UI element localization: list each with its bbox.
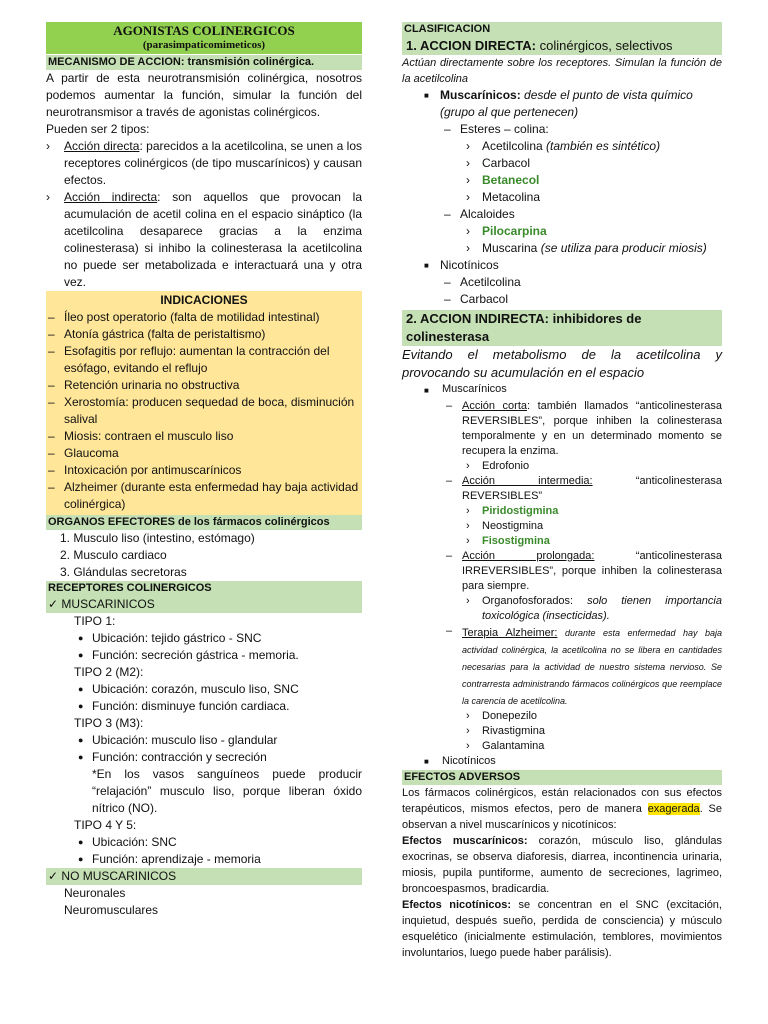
arrow-icon: › [466, 139, 470, 153]
dash-icon: – [48, 446, 55, 460]
list-item: › Galantamina [466, 740, 545, 752]
list-item: ● Ubicación: musculo liso - glandular [78, 733, 278, 747]
dash-icon: – [444, 122, 451, 136]
list-item: ● Función: aprendizaje - memoria [78, 852, 261, 866]
page-title: AGONISTAS COLINERGICOS [113, 23, 295, 38]
accion-indirecta-header: 2. ACCION INDIRECTA: inhibidores de colinesterasa [402, 310, 722, 346]
tipo3-note: *En los vasos sanguíneos puede producir “relajación” musculo liso, porque liberan óxido nítrico (NO). [92, 767, 362, 815]
mecanismo-header: MECANISMO DE ACCION: transmisión colinérgica. [46, 55, 362, 70]
list-item: ● Función: contracción y secreción [78, 750, 267, 764]
dash-icon: – [446, 550, 453, 562]
right-column [402, 22, 722, 961]
left-column [46, 22, 362, 919]
esteres-item: – Esteres – colina: [444, 122, 549, 136]
bullet-icon: ● [78, 684, 84, 694]
accion-prolongada: – Acción prolongada: “anticolinesterasa IRREVERSIBLES”, porque inhiben la colinesterasa para siempre. [446, 550, 722, 592]
indicacion-item: – Glaucoma [48, 446, 119, 460]
no-muscarinicos-list [46, 885, 362, 919]
adversos-paragraph: Los fármacos colinérgicos, están relacionados con sus efectos terapéuticos, mismos efectos, pero de manera exagerada. Se observan a nivel muscarínicos y nicotínicos: [402, 787, 722, 831]
tipo2-title: TIPO 2 (M2): [74, 665, 144, 679]
list-item: ● Ubicación: corazón, musculo liso, SNC [78, 682, 299, 696]
nicotinicos-item: ■ Nicotínicos [424, 258, 499, 272]
tipo-directa: › Acción directa: parecidos a la acetilcolina, se unen a los receptores colinérgicos (de tipo muscarínicos) y causan efectos. [46, 139, 363, 187]
arrow-icon: › [466, 460, 470, 472]
arrow-icon: › [46, 139, 50, 153]
dash-icon: – [444, 275, 451, 289]
dash-icon: – [48, 463, 55, 477]
terapia-alzheimer: – Terapia Alzheimer: durante esta enfermedad hay baja actividad colinérgica, la acetilcolina no se libera en cantidades necesarias para la actividad de nuestro sistema nervioso. Se contrarresta administrando fármacos colinérgicos que reemplace la carencia de acetilcolina. [402, 624, 722, 709]
bullet-icon: ● [78, 854, 84, 864]
arrow-icon: › [46, 190, 50, 204]
list-item: 1. Musculo liso (intestino, estómago) [60, 531, 255, 545]
bullet-icon: ● [78, 837, 84, 847]
dash-icon: – [446, 475, 453, 487]
tipo1-block [46, 613, 362, 868]
muscarinicos-item: ■ Muscarínicos: desde el punto de vista químico (grupo al que pertenecen) [424, 88, 693, 119]
organos-list [46, 530, 362, 581]
indirecta-description: Evitando el metabolismo de la acetilcolina y provocando su acumulación en el espacio [402, 347, 722, 380]
nicotinicos-item-2: ■ Nicotínicos [424, 755, 496, 767]
indicacion-item: – Retención urinaria no obstructiva [48, 378, 240, 392]
highlighted-word: exagerada [647, 803, 700, 815]
arrow-icon: › [466, 520, 470, 532]
list-item: Neuronales [64, 886, 126, 900]
indicaciones-list [48, 309, 360, 513]
alcaloides-list [402, 223, 722, 257]
indicacion-item: – Íleo post operatorio (falta de motilidad intestinal) [48, 310, 320, 324]
arrow-icon: › [466, 505, 470, 517]
tipo1-title: TIPO 1: [74, 614, 116, 628]
intro-paragraph: A partir de esta neurotransmisión colinérgica, nosotros podemos aumentar la función, simular la función del neurotransmisor a través de agonistas colinérgicos. [46, 71, 362, 119]
dash-icon: – [48, 429, 55, 443]
muscarinicos-item-2: ■ Muscarínicos [402, 382, 722, 399]
organos-header: ORGANOS EFECTORES de los fármacos colinérgicos [46, 515, 362, 530]
efectos-adversos-header: EFECTOS ADVERSOS [402, 770, 722, 785]
alcaloides-item: – Alcaloides [444, 207, 515, 221]
accion-intermedia: – Acción intermedia: “anticolinesterasa REVERSIBLES” [446, 475, 722, 502]
list-item: ● Función: secreción gástrica - memoria. [78, 648, 299, 662]
dash-icon: – [446, 400, 453, 412]
list-item: – Acetilcolina [444, 275, 521, 289]
tipo3-title: TIPO 3 (M3): [74, 716, 144, 730]
arrow-icon: › [466, 725, 470, 737]
accion-directa-header: 1. ACCION DIRECTA: colinérgicos, selectivos [402, 37, 722, 55]
arrow-icon: › [466, 224, 470, 238]
square-bullet-icon: ■ [424, 386, 429, 395]
dash-icon: – [444, 292, 451, 306]
list-item: › Fisostigmina [466, 535, 550, 547]
receptores-header: RECEPTORES COLINERGICOS [46, 581, 362, 596]
indicacion-item: – Alzheimer (durante esta enfermedad hay baja actividad colinérgica) [48, 480, 359, 511]
list-item: › Pilocarpina [466, 224, 547, 238]
list-item: › Acetilcolina (también es sintético) [466, 139, 661, 153]
check-icon: ✓ [48, 597, 59, 611]
arrow-icon: › [466, 173, 470, 187]
square-bullet-icon: ■ [424, 91, 429, 100]
list-item: Neuromusculares [64, 903, 159, 917]
dash-icon: – [446, 625, 453, 637]
list-item: ● Función: disminuye función cardiaca. [78, 699, 290, 713]
esteres-list [402, 138, 722, 206]
bullet-icon: ● [78, 752, 84, 762]
dash-icon: – [48, 378, 55, 392]
bullet-icon: ● [78, 735, 84, 745]
arrow-icon: › [466, 190, 470, 204]
page-subtitle: (parasimpaticomimeticos) [142, 39, 266, 51]
pueden-text: Pueden ser 2 tipos: [46, 122, 150, 136]
check-icon: ✓ [48, 869, 59, 883]
accion-corta: – Acción corta: también llamados “anticolinesterasa REVERSIBLES”, porque inhiben la colinesterasa temporalmente y en un determinado momento se recupera la enzima. [446, 400, 722, 457]
square-bullet-icon: ■ [424, 757, 429, 766]
dash-icon: – [48, 310, 55, 324]
dash-icon: – [48, 327, 55, 341]
dash-icon: – [48, 395, 55, 409]
tipo-indirecta: › Acción indirecta: son aquellos que provocan la acumulación de acetil colina en el espacio sináptico (la acetilcolina desaparece gracias a la enzima colinesterasa) si inhibo la colinesterasa la acetilcolina no puede ser metabolizada e interactuará una y otra vez. [46, 190, 363, 289]
arrow-icon: › [466, 595, 470, 607]
arrow-icon: › [466, 241, 470, 255]
arrow-icon: › [466, 156, 470, 170]
indicacion-item: – Xerostomía: producen sequedad de boca, disminución salival [48, 395, 355, 426]
indicaciones-box [46, 291, 362, 515]
bullet-icon: ● [78, 633, 84, 643]
list-item: › Betanecol [466, 173, 540, 187]
list-item: › Piridostigmina [466, 505, 559, 517]
indicacion-item: – Atonía gástrica (falta de peristaltismo) [48, 327, 266, 341]
indicacion-item: – Esofagitis por reflujo: aumentan la contracción del esófago, evitando el reflujo [48, 344, 330, 375]
list-item: › Metacolina [466, 190, 541, 204]
bullet-icon: ● [78, 701, 84, 711]
bullet-icon: ● [78, 650, 84, 660]
arrow-icon: › [466, 710, 470, 722]
no-muscarinicos-header: ✓ NO MUSCARINICOS [46, 868, 362, 885]
list-item: › Carbacol [466, 156, 531, 170]
dash-icon: – [48, 480, 55, 494]
indicaciones-title: INDICACIONES [160, 293, 248, 307]
list-item: 3. Glándulas secretoras [60, 565, 187, 579]
list-item: ● Ubicación: SNC [78, 835, 177, 849]
muscarinicos-header: ✓ MUSCARINICOS [46, 596, 362, 613]
efectos-nicotinicos: Efectos nicotínicos: se concentran en el SNC (excitación, inquietud, después sueño, perdida de consciencia) y músculo esquelético (inicialmente estimulación, temblores, movimientos involuntarios, luego puede haber parálisis). [402, 899, 722, 959]
list-item: 2. Musculo cardiaco [60, 548, 167, 562]
intermedia-list [402, 504, 722, 549]
indicacion-item: – Intoxicación por antimuscarínicos [48, 463, 242, 477]
tipo45-title: TIPO 4 Y 5: [74, 818, 137, 832]
organofosforados-item: › Organofosforados: solo tienen importancia toxicológica (insecticidas). [466, 595, 722, 622]
list-item: › Edrofonio [466, 460, 530, 472]
list-item: – Carbacol [444, 292, 509, 306]
list-item: ● Ubicación: tejido gástrico - SNC [78, 631, 262, 645]
indicacion-item: – Miosis: contraen el musculo liso [48, 429, 234, 443]
dash-icon: – [48, 344, 55, 358]
arrow-icon: › [466, 535, 470, 547]
list-item: › Neostigmina [466, 520, 544, 532]
list-item: › Rivastigmina [466, 725, 545, 737]
efectos-muscarinicos: Efectos muscarínicos: corazón, músculo liso, glándulas exocrinas, se observa diaforesis, diarrea, incontinencia urinaria, miosis, pupila puntiforme, aumento de secreciones, lagrimeo, broncoespasmos, bradicardia. [402, 835, 723, 895]
title-box [46, 22, 362, 54]
arrow-icon: › [466, 740, 470, 752]
list-item: › Muscarina (se utiliza para producir miosis) [466, 241, 707, 255]
square-bullet-icon: ■ [424, 261, 429, 270]
list-item: › Donepezilo [466, 710, 538, 722]
directa-description: Actúan directamente sobre los receptores. Simulan la función de la acetilcolina [402, 57, 722, 85]
dash-icon: – [444, 207, 451, 221]
clasificacion-header: CLASIFICACION [402, 22, 722, 37]
